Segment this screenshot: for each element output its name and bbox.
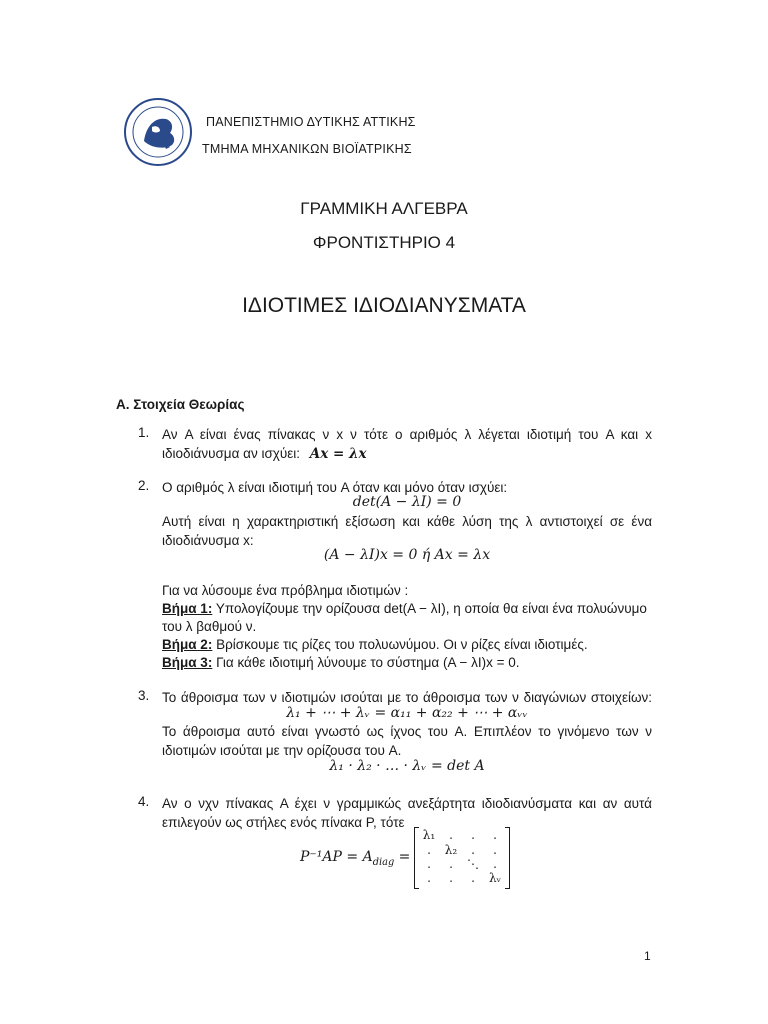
matrix-cell: .: [427, 871, 431, 885]
matrix-cell: .: [493, 857, 497, 871]
matrix-cell: .: [449, 857, 453, 871]
page-number: 1: [644, 949, 651, 963]
step3-text: Για κάθε ιδιοτιμή λύνουμε το σύστημα (A − λI)x = 0.: [212, 655, 520, 670]
item3-line3: ιδιοτιμών ισούται με την ορίζουσα του A.: [162, 743, 402, 758]
matrix-cell: .: [449, 828, 453, 842]
course-title: ΓΡΑΜΜΙΚΗ ΑΛΓΕΒΡΑ: [300, 199, 468, 218]
item4-line2: επιλεγούν ως στήλες ενός πίνακα P, τότε: [162, 815, 405, 830]
section-heading: Α. Στοιχεία Θεωρίας: [116, 397, 245, 412]
matrix-cell: λ₂: [444, 843, 458, 857]
step3: [162, 653, 652, 672]
item4-line1: Αν ο νχν πίνακας A έχει ν γραμμικώς ανεξάρτητα ιδιοδιανύσματα και αν αυτά: [162, 796, 652, 811]
topic-title: ΙΔΙΟΤΙΜΕΣ ΙΔΙΟΔΙΑΝΥΣΜΑΤΑ: [242, 294, 526, 317]
step2-label: Βήμα 2:: [162, 637, 213, 652]
matrix-cell: .: [427, 843, 431, 857]
step2-text: Βρίσκουμε τις ρίζες του πολυωνύμου. Οι ν ρίζες είναι ιδιοτιμές.: [212, 637, 588, 652]
item1-line1: Αν A είναι ένας πίνακας ν x ν τότε ο αριθμός λ λέγεται ιδιοτιμή του A και x: [162, 427, 652, 442]
det-equation: λ₁ · λ₂ · … · λᵥ = det A: [329, 758, 485, 774]
matrix-cell: λ₁: [422, 828, 436, 842]
matrix-cell: .: [427, 857, 431, 871]
tutorial-title: ΦΡΟΝΤΙΣΤΗΡΙΟ 4: [312, 233, 456, 252]
item-number: 3.: [138, 688, 150, 703]
matrix-cell: .: [471, 843, 475, 857]
system-equation: (A − λI)x = 0 ή Ax = λx: [323, 547, 491, 563]
item2-line3: ιδιοδιάνυσμα x:: [162, 533, 254, 548]
eigen-formula: Ax = λx: [309, 446, 367, 462]
matrix-cell: .: [471, 828, 475, 842]
lhs-sub: diag: [372, 856, 395, 868]
item2-line2: Αυτή είναι η χαρακτηριστική εξίσωση και κάθε λύση της λ αντιστοιχεί σε ένα: [162, 514, 652, 529]
item3-line1: Το άθροισμα των ν ιδιοτιμών ισούται με το άθροισμα των ν διαγώνιων στοιχείων:: [162, 690, 652, 705]
step1: [162, 599, 652, 618]
step1-cont: του λ βαθμού ν.: [162, 619, 257, 634]
item1-line2: [162, 444, 652, 464]
department-name: ΤΜΗΜΑ ΜΗΧΑΝΙΚΩΝ ΒΙΟΪΑΤΡΙΚΗΣ: [202, 142, 412, 156]
item1-line2-text: ιδιοδιάνυσμα αν ισχύει:: [162, 446, 301, 461]
lhs-main: P⁻¹AP = A: [300, 849, 373, 865]
university-logo: [122, 97, 194, 167]
matrix-cell: ⋱: [467, 857, 479, 871]
university-name: ΠΑΝΕΠΙΣΤΗΜΙΟ ΔΥΤΙΚΗΣ ΑΤΤΙΚΗΣ: [206, 115, 416, 129]
lhs-equals: =: [394, 849, 411, 865]
matrix-cell: .: [493, 828, 497, 842]
step1-text: Υπολογίζουμε την ορίζουσα det(A − λI), η οποία θα είναι ένα πολυώνυμο: [212, 601, 647, 616]
char-equation: det(A − λI) = 0: [352, 494, 462, 510]
item2-line1: Ο αριθμός λ είναι ιδιοτιμή του A όταν και μόνο όταν ισχύει:: [162, 480, 508, 495]
step3-label: Βήμα 3:: [162, 655, 213, 670]
diagonal-matrix: [414, 827, 510, 887]
matrix-cell: .: [471, 871, 475, 885]
item-number: 1.: [138, 425, 150, 440]
matrix-cell: λᵥ: [488, 871, 502, 885]
procedure-intro: Για να λύσουμε ένα πρόβλημα ιδιοτιμών :: [162, 583, 409, 598]
item-number: 2.: [138, 478, 150, 493]
step2: [162, 635, 652, 654]
step1-label: Βήμα 1:: [162, 601, 213, 616]
item3-line2: Το άθροισμα αυτό είναι γνωστό ως ίχνος του A. Επιπλέον το γινόμενο των ν: [162, 724, 652, 739]
matrix-cell: .: [449, 871, 453, 885]
diagonalization-lhs: [300, 849, 410, 868]
trace-equation: λ₁ + ⋯ + λᵥ = α₁₁ + α₂₂ + ⋯ + αᵥᵥ: [286, 705, 528, 721]
item-number: 4.: [138, 794, 150, 809]
matrix-cell: .: [493, 843, 497, 857]
